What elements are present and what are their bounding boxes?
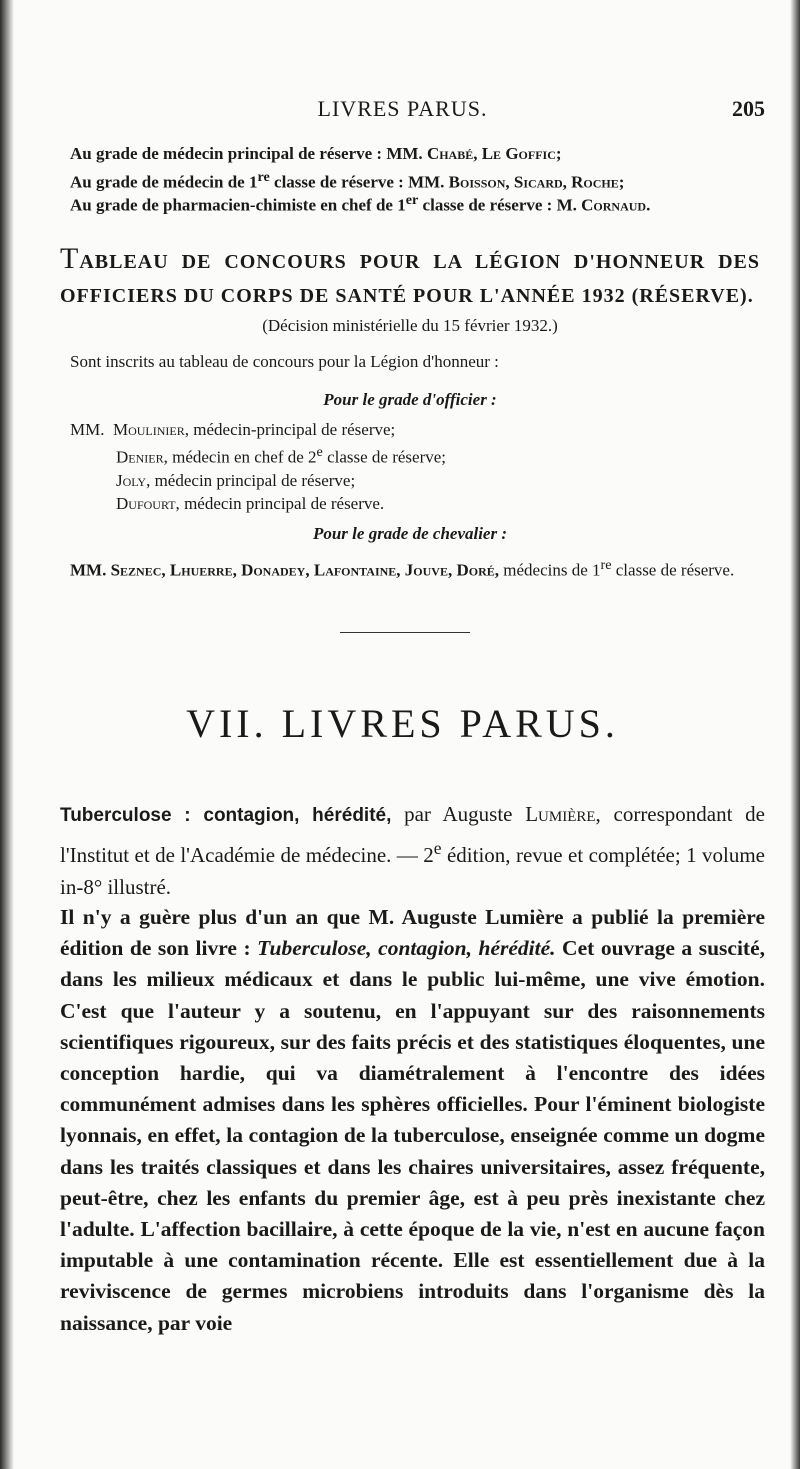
list-item — [70, 492, 760, 515]
rank-text: médecin-principal de réserve; — [189, 420, 396, 439]
page-edge-shadow — [790, 0, 800, 1469]
rank-text: médecin principal de réserve. — [179, 493, 385, 513]
book-ref-text: par Auguste — [391, 802, 526, 826]
promotion-names: Boisson, Sicard, Roche; — [444, 172, 625, 192]
book-title-italic: Tuberculose, contagion, hérédité. — [257, 936, 556, 961]
rank-text: classe de réserve; — [322, 447, 447, 467]
decision-line: (Décision ministérielle du 15 février 1932.) — [262, 316, 558, 335]
rank-text: médecin en chef de 2 — [167, 447, 317, 467]
promotion-text: classe de réserve : M. — [418, 195, 577, 215]
rank-text: classe de réserve. — [611, 560, 735, 580]
tableau-title — [60, 242, 760, 313]
book-ref-text: édition, revue et complétée; 1 volume in-8° illustré. — [60, 843, 766, 899]
person-name: Joly, — [116, 470, 151, 490]
promotion-text: Au grade de médecin de 1 — [70, 172, 258, 192]
tableau-title-text: ABLEAU DE CONCOURS POUR LA LÉGION D'HONNEUR DES OFFICIERS DU CORPS DE SANTÉ POUR L'ANNÉE 1932 (RÉSERVE). — [60, 251, 760, 307]
ordinal-sup: e — [316, 444, 323, 460]
chevalier-heading: Pour le grade de chevalier : — [312, 524, 508, 543]
list-item — [70, 418, 760, 441]
book-ref-text: , correspondant de l'Institut et de l'Académie de médecine. — 2 — [60, 802, 765, 867]
paragraph-text: Il n'y a guère plus d'un an que M. Auguste Lumière a publié la première édition de son livre : — [60, 905, 765, 961]
book-author: Lumière — [525, 802, 596, 826]
drop-letter: T — [60, 242, 80, 275]
inscrits-line: Sont inscrits au tableau de concours pour la Légion d'honneur : — [70, 352, 499, 371]
ordinal-sup: e — [433, 838, 442, 858]
running-title: LIVRES PARUS. — [317, 96, 488, 121]
ordinal-sup: er — [405, 192, 419, 208]
ordinal-sup: re — [600, 557, 612, 573]
page-header — [40, 96, 765, 130]
list-item — [70, 441, 760, 469]
list-item — [70, 469, 760, 492]
chapter-title: VII. LIVRES PARUS. — [186, 701, 619, 746]
promotion-text: Au grade de pharmacien-chimiste en chef de 1 — [70, 195, 406, 215]
promotion-line — [70, 189, 760, 217]
section-divider — [340, 632, 470, 633]
chevalier-list — [70, 554, 760, 582]
promotion-names: Chabé, Le Goffic; — [422, 144, 562, 163]
ordinal-sup: re — [257, 169, 270, 185]
promotion-names: Cornaud. — [576, 195, 651, 215]
review-paragraph — [60, 902, 765, 1339]
book-title: Tuberculose : contagion, hérédité, — [60, 805, 392, 826]
page-number: 205 — [732, 96, 765, 121]
promotion-line — [70, 143, 760, 165]
rank-text: médecins de 1 — [499, 560, 601, 580]
book-reference — [60, 798, 765, 903]
person-name: Denier, — [116, 447, 168, 467]
paragraph-text: Cet ouvrage a suscité, dans les milieux médicaux et dans le public lui-même, une vive émotion. C'est que l'auteur y a soutenu, en l'appuyant sur des raisonnements scientifiques rigoureux, sur des faits précis et des statistiques éloquentes, une conception hardie, qui va diamétralement à l'encontre des idées communément admises dans les sphères officielles. Pour l'éminent biologiste lyonnais, en effet, la contagion de la tuberculose, enseignée comme un dogme dans les traités classiques et dans les chaires universitaires, assez fréquente, peut-être, chez les enfants du premier âge, est à peu près inexistante chez l'adulte. L'affection bacillaire, à cette époque de la vie, n'est en aucune façon imputable à une contamination récente. Elle est essentiellement due à la reviviscence de germes microbiens introduits dans l'organisme dès la naissance, par voie — [60, 936, 765, 1335]
person-name: Dufourt, — [116, 493, 180, 513]
officier-heading: Pour le grade d'officier : — [323, 390, 497, 409]
mm-label: MM. — [70, 560, 107, 580]
promotion-text: Au grade de médecin principal de réserve : MM. — [70, 144, 423, 163]
person-name: Moulinier, — [112, 420, 190, 439]
page-edge-shadow — [0, 0, 14, 1469]
person-names: Seznec, Lhuerre, Donadey, Lafontaine, Jouve, Doré, — [106, 560, 500, 580]
mm-label: MM. — [70, 420, 105, 439]
promotion-text: classe de réserve : MM. — [269, 172, 445, 192]
officier-list — [70, 418, 760, 515]
rank-text: médecin principal de réserve; — [150, 470, 356, 490]
